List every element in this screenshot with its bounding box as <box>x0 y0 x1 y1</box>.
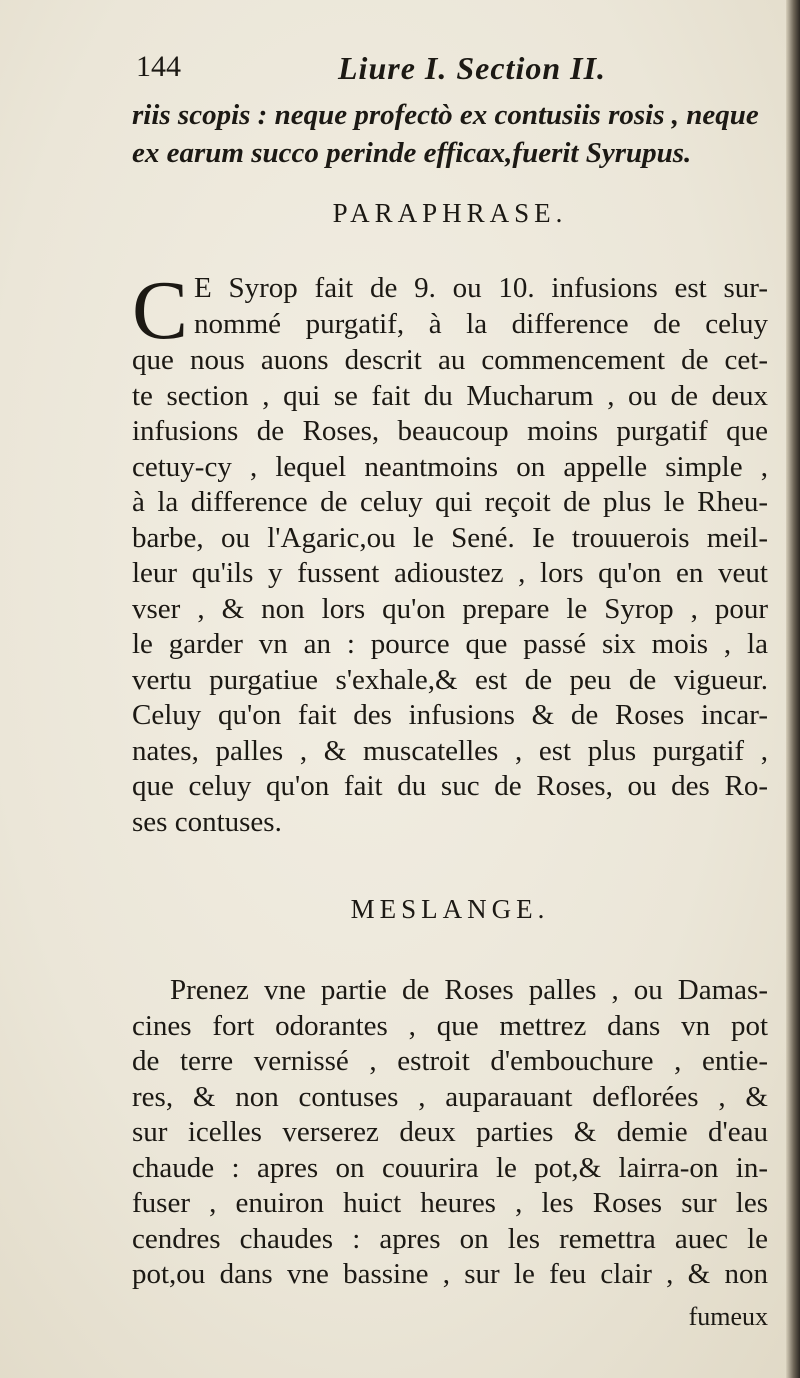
text-line: res, & non contuses , auparauant deflorées , & <box>132 1080 768 1113</box>
text-line: Celuy qu'on fait des infusions & de Roses incar- <box>132 699 768 731</box>
text-line: que nous auons descrit au commencement de cet- <box>132 344 768 376</box>
text-line: fuser , enuiron huict heures , les Roses sur les <box>132 1187 768 1219</box>
drop-cap: C <box>132 264 189 357</box>
text-line: cendres chaudes : apres on les remettra auec le <box>132 1222 768 1255</box>
page-gutter-shadow <box>786 0 800 1378</box>
catchword: fumeux <box>688 1302 768 1331</box>
text-line: cines fort odorantes , que mettrez dans vn pot <box>132 1009 768 1042</box>
text-line: E Syrop fait de 9. ou 10. infusions est sur- <box>194 272 768 304</box>
page-header <box>132 50 768 90</box>
text-line: leur qu'ils y fussent adioustez , lors qu'on en veut <box>132 557 768 589</box>
page-number: 144 <box>136 50 181 83</box>
paraphrase-paragraph <box>132 264 768 840</box>
section-heading-meslange: MESLANGE. <box>350 894 550 924</box>
text-line: nommé purgatif, à la difference de celuy <box>194 307 768 340</box>
text-line: le garder vn an : pource que passé six mois , la <box>132 628 768 660</box>
section-heading-paraphrase: PARAPHRASE. <box>332 198 568 228</box>
text-line: chaude : apres on couurira le pot,& lairra-on in- <box>132 1151 768 1184</box>
meslange-paragraph <box>132 973 768 1293</box>
text-line: de terre vernissé , estroit d'embouchure , entie- <box>132 1045 768 1077</box>
text-line: à la difference de celuy qui reçoit de plus le Rheu- <box>132 486 768 518</box>
text-line: que celuy qu'on fait du suc de Roses, ou des Ro- <box>132 770 768 802</box>
text-line: infusions de Roses, beaucoup moins purgatif que <box>132 415 768 447</box>
text-line: vser , & non lors qu'on prepare le Syrop , pour <box>132 592 768 625</box>
text-line: vertu purgatiue s'exhale,& est de peu de vigueur. <box>132 663 768 696</box>
text-line: te section , qui se fait du Mucharum , ou de deux <box>132 379 768 412</box>
latin-text <box>132 96 768 172</box>
text-line: cetuy-cy , lequel neantmoins on appelle simple , <box>132 450 768 483</box>
text-line: pot,ou dans vne bassine , sur le feu clair , & non <box>132 1258 768 1290</box>
latin-line: riis scopis : neque profectò ex contusiis rosis , neque <box>132 99 759 131</box>
running-head: Liure I. Section II. <box>338 50 607 86</box>
latin-line: ex earum succo perinde efficax,fuerit Syrupus. <box>132 137 692 169</box>
text-line: sur icelles verserez deux parties & demie d'eau <box>132 1116 768 1148</box>
text-line: Prenez vne partie de Roses palles , ou Damas- <box>170 974 768 1006</box>
text-line: ses contuses. <box>132 805 282 838</box>
text-line: barbe, ou l'Agaric,ou le Sené. Ie trouuerois meil- <box>132 521 768 554</box>
text-line: nates, palles , & muscatelles , est plus purgatif , <box>132 734 768 767</box>
